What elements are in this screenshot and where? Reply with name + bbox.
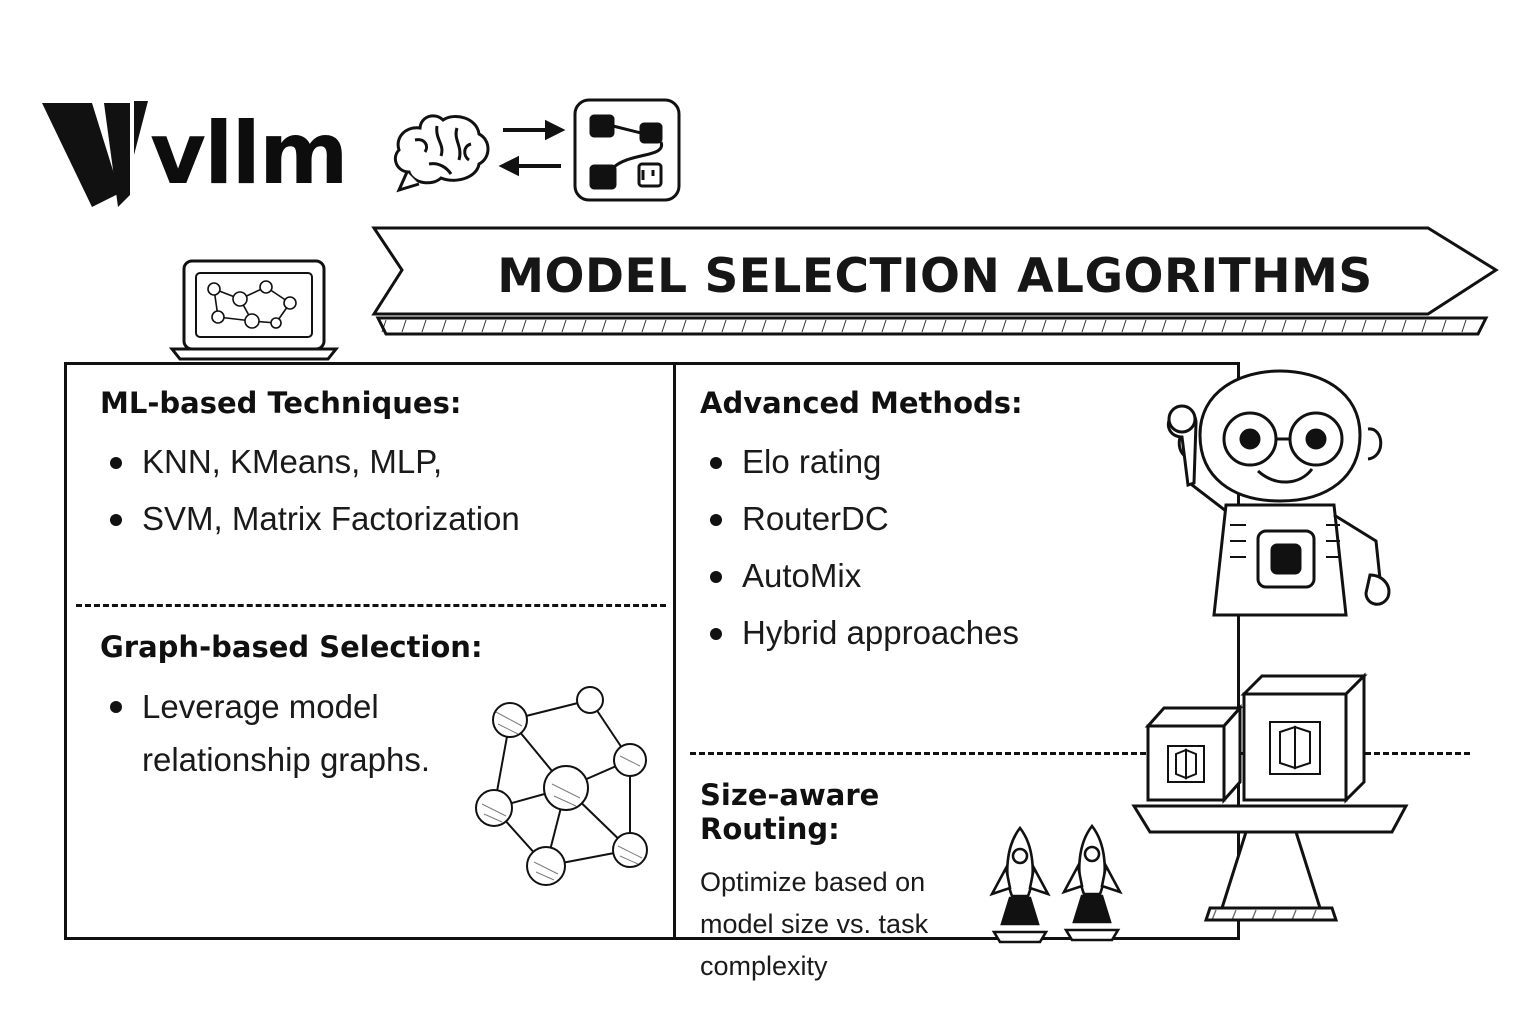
- laptop-graph-icon: [170, 255, 350, 365]
- section-heading-ml: [100, 386, 660, 420]
- page-title: MODEL SELECTION ALGORITHMS: [497, 248, 1373, 304]
- list-advanced-items: [700, 436, 1170, 659]
- section-heading-size: [700, 778, 1000, 846]
- balance-scale-icon: [1120, 680, 1450, 940]
- rocket-icon: [1064, 826, 1120, 940]
- brain-icon: [395, 116, 488, 190]
- list-item: SVM, Matrix Factorization: [100, 493, 660, 544]
- section-advanced-methods: [700, 386, 1170, 665]
- section-size-aware-routing: [700, 778, 1000, 988]
- section-heading-ml-text: ML-based Techniques: [100, 386, 450, 420]
- section-heading-advanced-text: Advanced Methods: [700, 386, 1012, 420]
- node-graph-icon: [470, 680, 690, 920]
- list-item: AutoMix: [700, 550, 1170, 601]
- vllm-wordmark: vllm: [150, 104, 347, 204]
- flowchart-icon: [575, 100, 679, 200]
- brain-flowchart-illustration: [385, 90, 695, 210]
- section-heading-advanced-colon: :: [1011, 386, 1023, 420]
- list-item: KNN, KMeans, MLP,: [100, 436, 660, 487]
- robot-icon: [1130, 365, 1450, 695]
- arrow-right-icon: [503, 123, 561, 137]
- arrow-left-icon: [503, 159, 561, 173]
- list-item: Hybrid approaches: [700, 607, 1170, 658]
- rocket-icons: [980, 820, 1140, 950]
- rocket-icon: [992, 828, 1048, 942]
- section-heading-graph: [100, 630, 660, 664]
- section-heading-advanced: [700, 386, 1170, 420]
- list-item: Leverage model relationship graphs.: [100, 680, 472, 787]
- section-heading-graph-colon: :: [470, 630, 483, 664]
- section-heading-graph-text: Graph-based Selection: [100, 630, 471, 664]
- section-heading-size-text: Size-aware Routing: [700, 778, 880, 846]
- list-ml-items: [100, 436, 660, 544]
- list-item: RouterDC: [700, 493, 1170, 544]
- section-heading-size-colon: :: [828, 812, 840, 846]
- left-dashed-divider: [76, 604, 666, 607]
- list-item: Elo rating: [700, 436, 1170, 487]
- section-ml-based-techniques: [100, 386, 660, 550]
- section-heading-ml-colon: :: [449, 386, 462, 420]
- section-size-text: Optimize based on model size vs. task complexity: [700, 867, 929, 981]
